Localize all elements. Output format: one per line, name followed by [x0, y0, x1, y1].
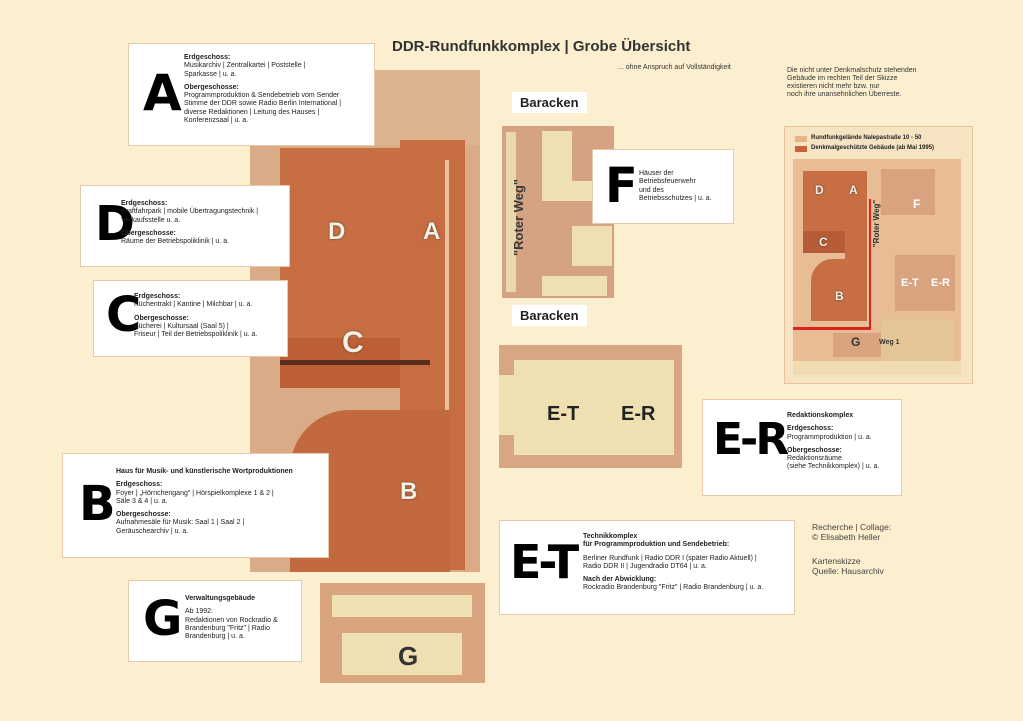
card-er-heading: Redaktionskomplex	[787, 412, 854, 419]
card-g	[129, 581, 301, 661]
card-b-t1-0: Foyer | „Hörnchengang" | Hörspielkomplexe 1 & 2 |	[116, 489, 274, 497]
card-d-t1-1: Verkaufsstelle u. a.	[121, 216, 181, 224]
card-c-h2: Obergeschosse:	[134, 314, 189, 322]
card-a-t2-2: diverse Redaktionen | Leitung des Hauses |	[184, 108, 320, 116]
legend-label-weg: Weg 1	[879, 339, 900, 346]
card-letter-er: E-R	[713, 414, 787, 465]
card-er-h1: Erdgeschoss:	[787, 425, 834, 433]
card-b-h2: Obergeschosse:	[116, 511, 171, 519]
legend-label-et: E-T	[901, 277, 919, 289]
legend-label-roter-weg: "Roter Weg"	[872, 199, 882, 248]
card-f-t1-3: Betriebsschutzes | u. a.	[639, 194, 712, 202]
map-excerpt-e	[499, 345, 682, 468]
legend-label-f: F	[913, 197, 921, 211]
card-et-t1-1: Radio DDR II | Jugendradio DT64 | u. a.	[583, 562, 707, 570]
card-d-h1: Erdgeschoss:	[121, 200, 168, 207]
preservation-note: Die nicht unter Denkmalschutz stehenden Gebäude im rechten Teil der Skizze existieren nicht mehr bzw. nur noch ihre unansehnlichen Überreste.	[787, 67, 917, 98]
card-d-t2-0: Räume der Betriebspoliklinik | u. a.	[121, 238, 230, 246]
card-et	[500, 521, 794, 614]
legend-label-b: B	[835, 289, 844, 303]
card-c	[94, 281, 287, 356]
card-et-t2-0: Rockradio Brandenburg "Fritz" | Radio Brandenburg | u. a.	[583, 584, 764, 592]
card-b-h1: Erdgeschoss:	[116, 481, 163, 489]
card-a	[129, 44, 374, 145]
card-g-t1-3: Brandenburg | u. a.	[185, 633, 245, 641]
card-g-heading: Verwaltungsgebäude	[185, 595, 256, 602]
card-d	[81, 186, 289, 266]
map-label-et: E-T	[547, 403, 580, 425]
card-letter-f: F	[605, 158, 638, 214]
card-d-t1-0: Kraftfahrpark | mobile Übertragungstechnik |	[121, 208, 259, 216]
card-er-t2-0: Redaktionsräume	[787, 455, 842, 463]
card-et-heading-1: für Programmproduktion und Sendebetrieb:	[583, 541, 730, 549]
map-label-roter-weg: "Roter Weg"	[511, 178, 527, 257]
map-label-d: D	[328, 218, 346, 245]
card-et-h2: Nach der Abwicklung:	[583, 576, 657, 584]
card-letter-b: B	[79, 476, 116, 532]
legend-label-g: G	[851, 335, 861, 349]
card-er-h2: Obergeschosse:	[787, 446, 842, 454]
card-c-t1-0: Küchentrakt | Kantine | Milchbar | u. a.	[134, 301, 253, 309]
card-er	[703, 400, 901, 495]
card-b-t2-0: Aufnahmesäle für Musik: Saal 1 | Saal 2 |	[116, 519, 245, 527]
card-f-t1-1: Betriebsfeuerwehr	[639, 178, 696, 186]
card-c-h1: Erdgeschoss:	[134, 293, 181, 300]
card-a-t2-0: Programmproduktion & Sendebetrieb vom Sender	[184, 92, 340, 100]
card-f	[593, 150, 733, 223]
legend-label-d: D	[815, 183, 824, 197]
map-label-c: C	[342, 326, 364, 359]
credit-research: Recherche | Collage: © Elisabeth Heller	[812, 522, 892, 542]
baracken-label-2: Baracken	[512, 305, 587, 326]
card-d-h2: Obergeschosse:	[121, 229, 176, 237]
card-a-h1: Erdgeschoss:	[184, 54, 231, 61]
card-letter-et: E-T	[510, 535, 577, 589]
subtitle: ... ohne Anspruch auf Vollständigkeit	[618, 64, 731, 71]
card-b	[63, 454, 328, 557]
card-a-t1-0: Musikarchiv | Zentralkartei | Poststelle |	[184, 62, 306, 70]
legend-map	[784, 126, 973, 384]
legend-mini-map	[793, 159, 961, 375]
legend-label-a: A	[849, 183, 858, 197]
map-label-er: E-R	[621, 403, 656, 425]
legend-label-er: E-R	[931, 277, 950, 289]
card-b-heading: Haus für Musik- und künstlerische Wortproduktionen	[116, 468, 293, 475]
legend-swatch-site	[795, 136, 807, 142]
card-a-t2-3: Konferenzsaal | u. a.	[184, 117, 249, 125]
card-g-t1-1: Redaktionen von Rockradio &	[185, 616, 278, 624]
card-c-t2-0: Bücherei | Kultursaal (Saal 5) |	[134, 322, 229, 330]
card-g-t1-0: Ab 1992:	[185, 608, 214, 616]
card-et-heading-0: Technikkomplex	[583, 533, 638, 540]
card-er-t1-0: Programmproduktion | u. a.	[787, 433, 872, 441]
card-er-t2-1: (siehe Technikkomplex) | u. a.	[787, 463, 880, 471]
card-f-t1-2: und des	[639, 186, 664, 194]
card-a-h2: Obergeschosse:	[184, 83, 239, 91]
card-b-t2-1: Geräuschearchiv | u. a.	[116, 527, 189, 535]
card-b-t1-1: Säle 3 & 4 | u. a.	[116, 497, 168, 505]
card-letter-c: C	[106, 287, 142, 343]
legend-row-protected: Denkmalgeschützte Gebäude (ab Mai 1995)	[811, 145, 935, 151]
card-c-t2-1: Friseur | Teil der Betriebspoliklinik | u. a.	[134, 331, 258, 339]
baracken-label-1: Baracken	[512, 92, 587, 113]
card-letter-d: D	[95, 196, 135, 252]
map-label-b: B	[400, 478, 418, 505]
legend-label-c: C	[819, 235, 828, 249]
card-a-t2-1: Stimme der DDR sowie Radio Berlin International |	[184, 100, 342, 108]
map-excerpt-g	[320, 583, 485, 683]
card-letter-g: G	[143, 591, 183, 647]
card-et-t1-0: Berliner Rundfunk | Radio DDR I (später Radio Aktuell) |	[583, 554, 757, 562]
card-a-t1-1: Sparkasse | u. a.	[184, 70, 237, 78]
legend-swatch-protected	[795, 146, 807, 152]
page-title: DDR-Rundfunkkomplex | Grobe Übersicht	[392, 38, 691, 55]
map-label-g: G	[398, 641, 419, 671]
card-g-t1-2: Brandenburg "Fritz" | Radio	[185, 624, 270, 632]
legend-row-site: Rundfunkgelände Nalepastraße 10 - 50	[811, 135, 922, 141]
card-letter-a: A	[143, 64, 182, 122]
credit-source: Kartenskizze Quelle: Hausarchiv	[812, 556, 884, 576]
card-f-t1-0: Häuser der	[639, 170, 674, 177]
map-label-a: A	[423, 218, 441, 245]
